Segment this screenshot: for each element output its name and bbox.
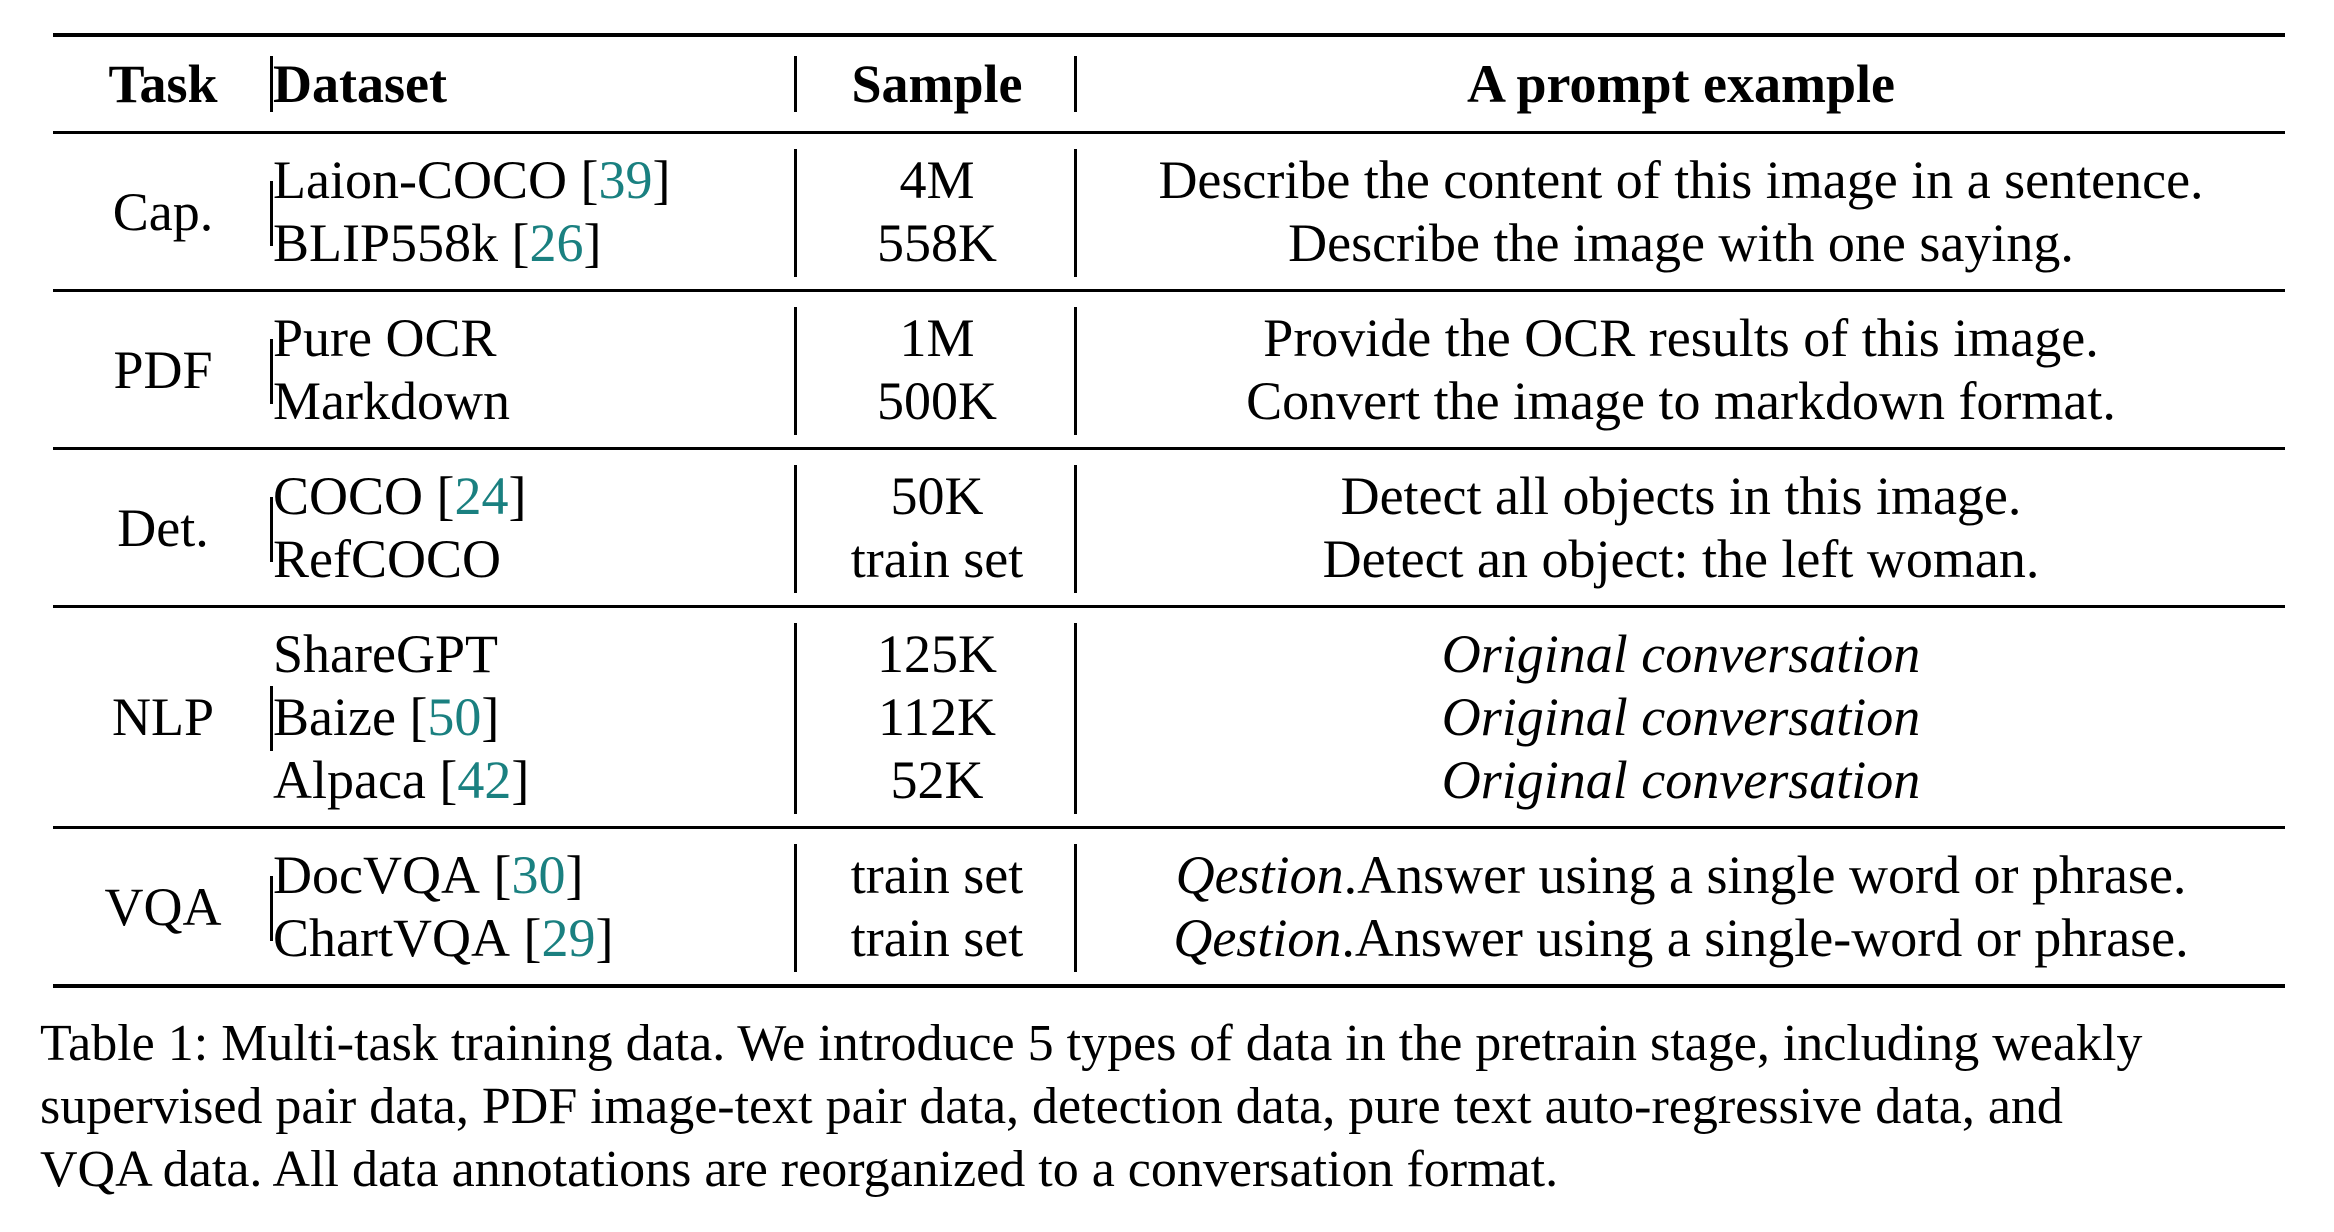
task-label: VQA bbox=[104, 876, 222, 937]
dataset-cell bbox=[273, 828, 797, 987]
sample-cell bbox=[797, 291, 1077, 449]
task-cell bbox=[53, 291, 273, 449]
task-cell bbox=[53, 828, 273, 987]
dataset-name: DocVQA bbox=[273, 845, 480, 905]
prompt-example bbox=[1077, 844, 2285, 907]
prompt-example bbox=[1077, 749, 2285, 812]
dataset-entry: Baize [50] bbox=[273, 687, 500, 747]
dataset-entry bbox=[273, 623, 797, 686]
sample-cell bbox=[797, 133, 1077, 291]
sample-cell bbox=[797, 607, 1077, 828]
table-group-row bbox=[53, 828, 2285, 987]
citation-link[interactable]: 39 bbox=[598, 150, 653, 210]
task-label: Cap. bbox=[112, 181, 214, 242]
dataset-entry: BLIP558k [26] bbox=[273, 213, 602, 273]
header-prompt: A prompt example bbox=[1077, 35, 2285, 133]
table-body bbox=[53, 133, 2285, 987]
sample-value: 500K bbox=[877, 371, 997, 431]
dataset-entry: ChartVQA [29] bbox=[273, 908, 614, 968]
dataset-entry: Alpaca [42] bbox=[273, 750, 530, 810]
table-group-row bbox=[53, 607, 2285, 828]
citation-link[interactable]: 50 bbox=[427, 687, 482, 747]
training-data-table bbox=[53, 33, 2285, 988]
prompt-cell bbox=[1077, 291, 2285, 449]
prompt-cell bbox=[1077, 607, 2285, 828]
header-row bbox=[53, 35, 2285, 133]
citation-link[interactable]: 24 bbox=[454, 466, 509, 526]
dataset-entry: COCO [24] bbox=[273, 466, 527, 526]
prompt-text: .Answer using a single word or phrase. bbox=[1343, 845, 2187, 905]
dataset-name: Baize bbox=[273, 687, 396, 747]
dataset-name: ChartVQA bbox=[273, 908, 510, 968]
prompt-example bbox=[1077, 528, 2285, 591]
dataset-entry bbox=[273, 528, 797, 591]
table-group-row bbox=[53, 291, 2285, 449]
header-sample: Sample bbox=[797, 35, 1077, 133]
prompt-example bbox=[1077, 686, 2285, 749]
citation-link[interactable]: 26 bbox=[529, 213, 584, 273]
caption-line: Table 1: Multi-task training data. We introduce 5 types of data in the pretrain stage, including weakly bbox=[40, 1015, 2143, 1072]
prompt-example bbox=[1077, 623, 2285, 686]
dataset-cell bbox=[273, 607, 797, 828]
dataset-name: BLIP558k bbox=[273, 213, 499, 273]
prompt-text: Detect all objects in this image. bbox=[1340, 466, 2022, 526]
sample-cell bbox=[797, 449, 1077, 607]
prompt-text: Detect an object: the left woman. bbox=[1322, 529, 2040, 589]
prompt-text: .Answer using a single-word or phrase. bbox=[1341, 908, 2189, 968]
prompt-text: Provide the OCR results of this image. bbox=[1263, 308, 2099, 368]
task-label: NLP bbox=[111, 687, 214, 747]
sample-value: 50K bbox=[890, 466, 984, 526]
dataset-entry bbox=[273, 370, 797, 433]
sample-value: 4M bbox=[899, 150, 975, 210]
citation-link[interactable]: 29 bbox=[541, 908, 596, 968]
caption-line: VQA data. All data annotations are reorganized to a conversation format. bbox=[40, 1141, 1559, 1198]
sample-value: train set bbox=[850, 845, 1024, 905]
sample-value: 112K bbox=[878, 687, 996, 747]
sample-value: 52K bbox=[890, 750, 984, 810]
prompt-text: Convert the image to markdown format. bbox=[1246, 371, 2116, 431]
prompt-cell bbox=[1077, 449, 2285, 607]
prompt-italic-text: Qestion bbox=[1175, 845, 1344, 905]
task-label: PDF bbox=[113, 339, 213, 400]
dataset-cell bbox=[273, 133, 797, 291]
task-label: Det. bbox=[117, 497, 209, 558]
prompt-italic-text: Original conversation bbox=[1441, 750, 1921, 810]
dataset-name: Alpaca bbox=[273, 750, 426, 810]
table-container bbox=[53, 33, 2285, 988]
prompt-italic-text: Qestion bbox=[1173, 908, 1342, 968]
dataset-name: Pure OCR bbox=[273, 308, 497, 368]
sample-value: 558K bbox=[877, 213, 997, 273]
table-group-row bbox=[53, 133, 2285, 291]
prompt-text: Describe the image with one saying. bbox=[1288, 213, 2074, 273]
sample-value: 125K bbox=[877, 624, 997, 684]
header-task: Task bbox=[53, 35, 273, 133]
dataset-cell bbox=[273, 291, 797, 449]
sample-cell bbox=[797, 828, 1077, 987]
header-dataset: Dataset bbox=[273, 35, 797, 133]
dataset-entry: DocVQA [30] bbox=[273, 845, 584, 905]
prompt-example bbox=[1077, 370, 2285, 433]
prompt-example bbox=[1077, 465, 2285, 528]
table-group-row bbox=[53, 449, 2285, 607]
task-cell bbox=[53, 607, 273, 828]
prompt-example bbox=[1077, 212, 2285, 275]
dataset-name: Markdown bbox=[273, 371, 510, 431]
prompt-example bbox=[1077, 149, 2285, 212]
dataset-entry bbox=[273, 307, 797, 370]
prompt-example bbox=[1077, 307, 2285, 370]
dataset-cell bbox=[273, 449, 797, 607]
dataset-name: Laion-COCO bbox=[273, 150, 567, 210]
sample-value: train set bbox=[850, 529, 1024, 589]
caption-line: supervised pair data, PDF image-text pair data, detection data, pure text auto-regressive data, and bbox=[40, 1078, 2063, 1135]
sample-value: 1M bbox=[899, 308, 975, 368]
dataset-entry: Laion-COCO [39] bbox=[273, 150, 671, 210]
prompt-cell bbox=[1077, 828, 2285, 987]
sample-value: train set bbox=[850, 908, 1024, 968]
dataset-name: RefCOCO bbox=[273, 529, 501, 589]
prompt-italic-text: Original conversation bbox=[1441, 687, 1921, 747]
task-cell bbox=[53, 133, 273, 291]
task-cell bbox=[53, 449, 273, 607]
prompt-italic-text: Original conversation bbox=[1441, 624, 1921, 684]
prompt-example bbox=[1077, 907, 2285, 970]
prompt-text: Describe the content of this image in a sentence. bbox=[1158, 150, 2204, 210]
table-caption bbox=[40, 1012, 2310, 1201]
dataset-name: ShareGPT bbox=[273, 624, 498, 684]
prompt-cell bbox=[1077, 133, 2285, 291]
citation-link[interactable]: 30 bbox=[511, 845, 566, 905]
dataset-name: COCO bbox=[273, 466, 424, 526]
citation-link[interactable]: 42 bbox=[457, 750, 512, 810]
